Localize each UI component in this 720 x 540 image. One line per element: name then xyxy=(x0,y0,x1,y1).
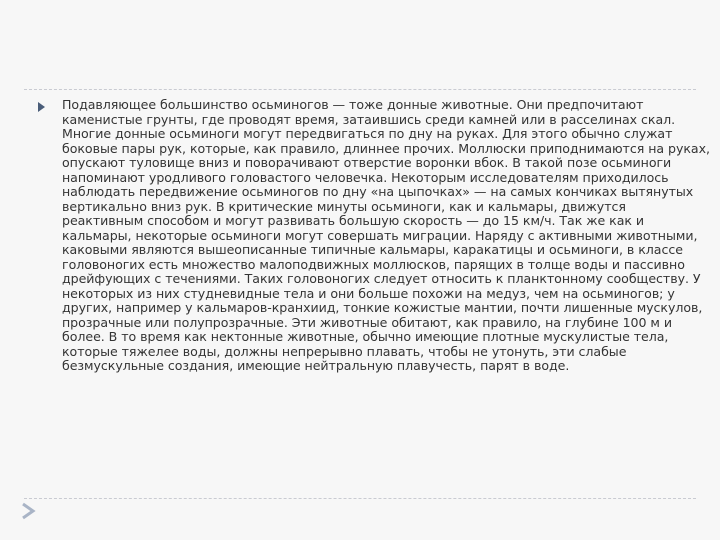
triangle-bullet-icon xyxy=(38,102,45,112)
slide-paragraph: Подавляющее большинство осьминогов — тоже донные животные. Они предпочитают каменистые грунты, где проводят время, затаившись среди камней или в расселинах скал. Многие донные осьминоги могут передвигаться по дну на руках. Для этого обычно служат боковые пары рук, которые, как правило, длиннее прочих. Моллюски приподнимаются на руках, опускают туловище вниз и поворачивают отверстие воронки вбок. В такой позе осьминоги напоминают уродливого головастого человечка. Некоторым исследователям приходилось наблюдать передвижение осьминогов по дну «на цыпочках» — на самых кончиках вытянутых вертикально вниз рук. В критические минуты осьминоги, как и кальмары, движутся реактивным способом и могут развивать большую скорость — до 15 км/ч. Так же как и кальмары, некоторые осьминоги могут совершать миграции. Наряду с активными животными, каковыми являются вышеописанные типичные кальмары, каракатицы и осьминоги, в классе головоногих есть множество малоподвижных моллюсков, парящих в толще воды и пассивно дрейфующих с течениями. Таких головоногих следует относить к планктонному сообществу. У некоторых из них студневидные тела и они больше похожи на медуз, чем на осьминогов; у других, например у кальмаров-кранхиид, тонкие кожистые мантии, почти лишенные мускулов, прозрачные или полупрозрачные. Эти животные обитают, как правило, на глубине 100 м и более. В то время как нектонные животные, обычно имеющие плотные мускулистые тела, которые тяжелее воды, должны непрерывно плавать, чтобы не утонуть, эти слабые безмускульные создания, имеющие нейтральную плавучесть, парят в воде. xyxy=(62,97,710,373)
next-slide-arrow-icon[interactable] xyxy=(18,500,40,522)
top-divider xyxy=(24,89,696,90)
bottom-divider xyxy=(24,498,696,499)
